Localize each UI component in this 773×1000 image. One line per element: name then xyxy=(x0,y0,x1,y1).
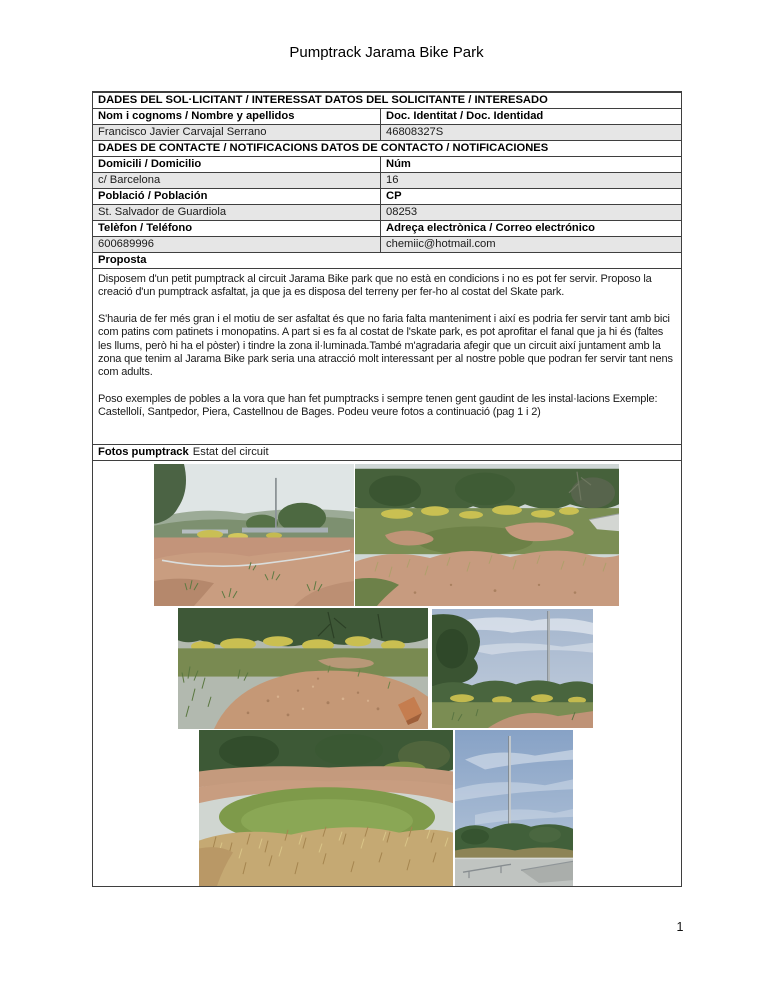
proposal-header: Proposta xyxy=(98,254,147,266)
number-value: 16 xyxy=(381,173,681,188)
address-label-row xyxy=(93,157,681,173)
photos-header-row xyxy=(93,445,681,461)
document-title: Pumptrack Jarama Bike Park xyxy=(289,44,484,61)
proposal-paragraph-1: Disposem d'un petit pumptrack al circuit Jarama Bike park que no està en condicions i no es pot fer servir. Proposo la creació d'un pumptrack asfaltat, ja que ja es disposa del terreny per fer-ho al costat del Skate park. xyxy=(98,273,652,299)
proposal-text-block xyxy=(93,269,681,445)
pumptrack-photo-1-image xyxy=(154,464,354,606)
email-value: chemiic@hotmail.com xyxy=(381,237,681,252)
phone-email-value-row xyxy=(93,237,681,253)
address-label: Domicili / Domicilio xyxy=(93,157,381,172)
address-value-row xyxy=(93,173,681,189)
pumptrack-photo-2 xyxy=(355,464,619,606)
section-applicant-header-row xyxy=(93,93,681,109)
doc-id-value: 46808327S xyxy=(381,125,681,140)
number-label: Núm xyxy=(386,158,411,170)
application-form-table xyxy=(92,91,682,887)
proposal-paragraph-2: S'hauria de fer més gran i el motiu de ser asfaltat és que no faria falta manteniment i així es podria fer servir tant amb bici com patins com patinets i monopatins. A part si es fa al costat de l'skate park, es pot aprofitar el fanal que ja hi és (faltes les llums, però hi ha el pòster) i tindre la zona il·luminada.També m'agradaria afegir que un circuit així juntament amb la zona que tenim al Jarama Bike park seria una atracció molt interessant per al nostre poble que podran fer servir tant nens com adults. xyxy=(98,312,673,379)
section-contact-header-row xyxy=(93,141,681,157)
postal-code-value: 08253 xyxy=(381,205,681,220)
proposal-header-row xyxy=(93,253,681,269)
name-doc-value-row xyxy=(93,125,681,141)
pumptrack-photo-4-image xyxy=(432,609,593,728)
city-label: Població / Población xyxy=(93,189,381,204)
pumptrack-photo-6-image xyxy=(455,730,573,886)
name-doc-label-row xyxy=(93,109,681,125)
city-value-row xyxy=(93,205,681,221)
photos-header-regular: Estat del circuit xyxy=(192,446,269,458)
photos-grid xyxy=(93,461,681,886)
pumptrack-photo-5 xyxy=(199,730,453,886)
name-label: Nom i cognoms / Nombre y apellidos xyxy=(93,109,381,124)
phone-label: Telèfon / Teléfono xyxy=(93,221,381,236)
pumptrack-photo-2-image xyxy=(355,464,619,606)
city-value: St. Salvador de Guardiola xyxy=(93,205,381,220)
pumptrack-photo-5-image xyxy=(199,730,453,886)
city-label-row xyxy=(93,189,681,205)
postal-code-label: CP xyxy=(386,190,402,202)
phone-email-label-row xyxy=(93,221,681,237)
pumptrack-photo-6 xyxy=(455,730,573,886)
photos-header-bold: Fotos pumptrack xyxy=(98,446,189,458)
pumptrack-photo-3-image xyxy=(178,608,428,729)
section-contact-header: DADES DE CONTACTE / NOTIFICACIONS DATOS DE CONTACTO / NOTIFICACIONES xyxy=(98,142,549,154)
address-value: c/ Barcelona xyxy=(93,173,381,188)
section-applicant-header: DADES DEL SOL·LICITANT / INTERESSAT DATOS DEL SOLICITANTE / INTERESADO xyxy=(98,94,548,106)
page-number: 1 xyxy=(676,920,684,934)
pumptrack-photo-4 xyxy=(432,609,593,728)
pumptrack-photo-1 xyxy=(154,464,354,606)
proposal-paragraph-3: Poso exemples de pobles a la vora que han fet pumptracks i sempre tenen gent gaudint de les instal·lacions Exemple: Castellolí, Santpedor, Piera, Castellnou de Bages. Podeu veure fotos a continuació (pag 1 i 2) xyxy=(98,392,658,419)
doc-id-label: Doc. Identitat / Doc. Identidad xyxy=(386,110,544,122)
pumptrack-photo-3 xyxy=(178,608,428,729)
name-value: Francisco Javier Carvajal Serrano xyxy=(93,125,381,140)
email-label: Adreça electrònica / Correo electrónico xyxy=(386,222,595,234)
phone-value: 600689996 xyxy=(93,237,381,252)
